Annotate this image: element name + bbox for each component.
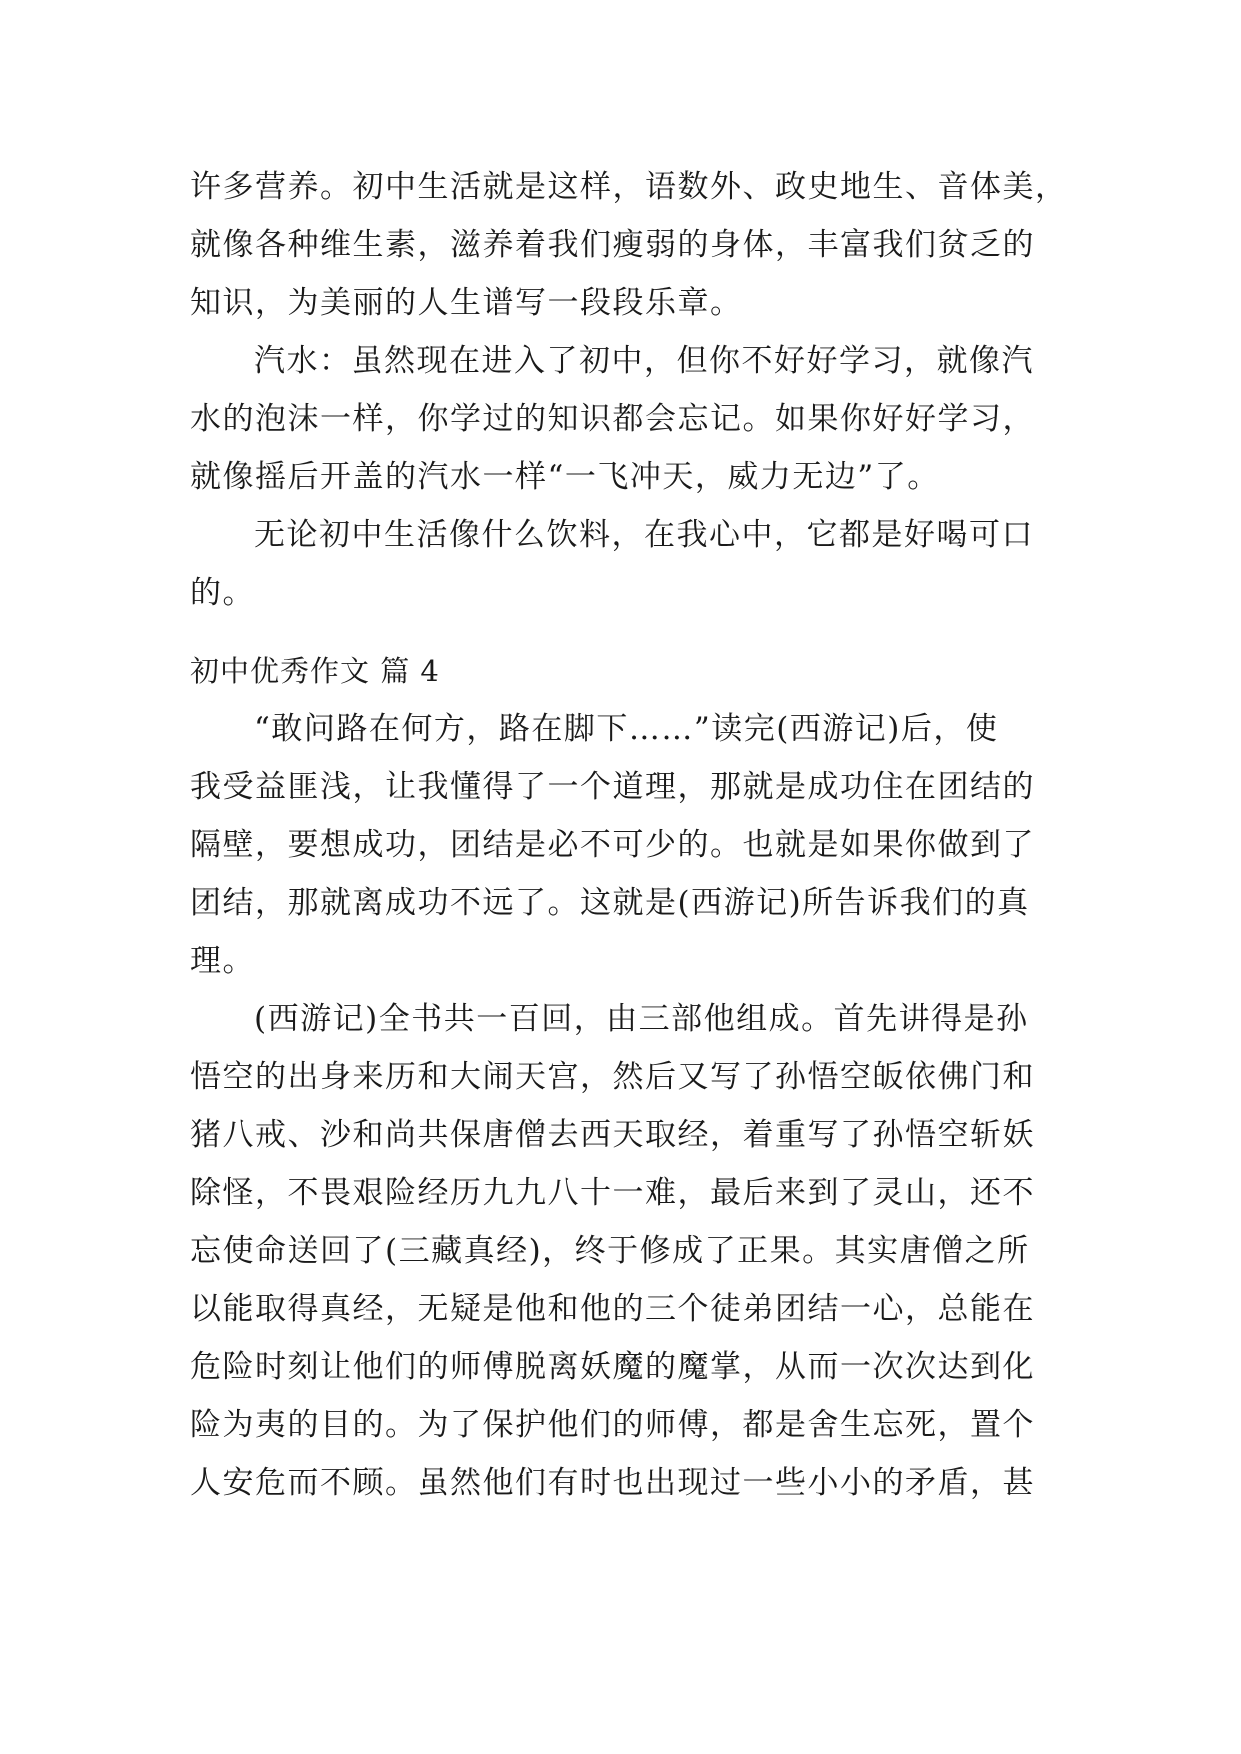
paragraph-journey-intro — [190, 700, 1060, 990]
paragraph-nutrition-continued — [190, 158, 1068, 332]
text-line: (西游记)全书共一百回，由三部他组成。首先讲得是孙 — [254, 1001, 1029, 1037]
text-line: 就像摇后开盖的汽水一样“一飞冲天，威力无边”了。 — [190, 459, 940, 495]
text-line: 理。 — [190, 943, 255, 979]
text-line: 汽水：虽然现在进入了初中，但你不好好学习，就像汽 — [254, 343, 1034, 379]
paragraph-soda — [190, 332, 1060, 506]
document-body — [190, 158, 1068, 1512]
text-line: 就像各种维生素，滋养着我们瘦弱的身体，丰富我们贫乏的 — [190, 227, 1035, 263]
paragraph-conclusion — [190, 506, 1060, 622]
text-line: 许多营养。初中生活就是这样，语数外、政史地生、音体美， — [190, 169, 1068, 205]
text-line: 水的泡沫一样，你学过的知识都会忘记。如果你好好学习， — [190, 401, 1035, 437]
text-line: 无论初中生活像什么饮料，在我心中，它都是好喝可口 — [254, 517, 1034, 553]
text-line: 团结，那就离成功不远了。这就是(西游记)所告诉我们的真 — [190, 885, 1030, 921]
text-line: 以能取得真经，无疑是他和他的三个徒弟团结一心，总能在 — [190, 1291, 1035, 1327]
text-line: 除怪，不畏艰险经历九九八十一难，最后来到了灵山，还不 — [190, 1175, 1035, 1211]
text-line: 我受益匪浅，让我懂得了一个道理，那就是成功住在团结的 — [190, 769, 1035, 805]
text-line: 忘使命送回了(三藏真经)，终于修成了正果。其实唐僧之所 — [190, 1233, 1030, 1269]
text-line: 危险时刻让他们的师傅脱离妖魔的魔掌，从而一次次达到化 — [190, 1349, 1035, 1385]
text-line: 险为夷的目的。为了保护他们的师傅，都是舍生忘死，置个 — [190, 1407, 1035, 1443]
text-line: 知识，为美丽的人生谱写一段段乐章。 — [190, 285, 743, 321]
text-line: 猪八戒、沙和尚共保唐僧去西天取经，着重写了孙悟空斩妖 — [190, 1117, 1035, 1153]
text-line: 悟空的出身来历和大闹天宫，然后又写了孙悟空皈依佛门和 — [190, 1059, 1035, 1095]
text-line: 的。 — [190, 575, 255, 611]
essay-heading: 初中优秀作文 篇 4 — [190, 654, 440, 688]
paragraph-journey-summary — [190, 990, 1060, 1512]
text-line: 隔壁，要想成功，团结是必不可少的。也就是如果你做到了 — [190, 827, 1035, 863]
text-line: “敢问路在何方，路在脚下……”读完(西游记)后，使 — [254, 711, 999, 747]
text-line: 人安危而不顾。虽然他们有时也出现过一些小小的矛盾，甚 — [190, 1465, 1035, 1501]
